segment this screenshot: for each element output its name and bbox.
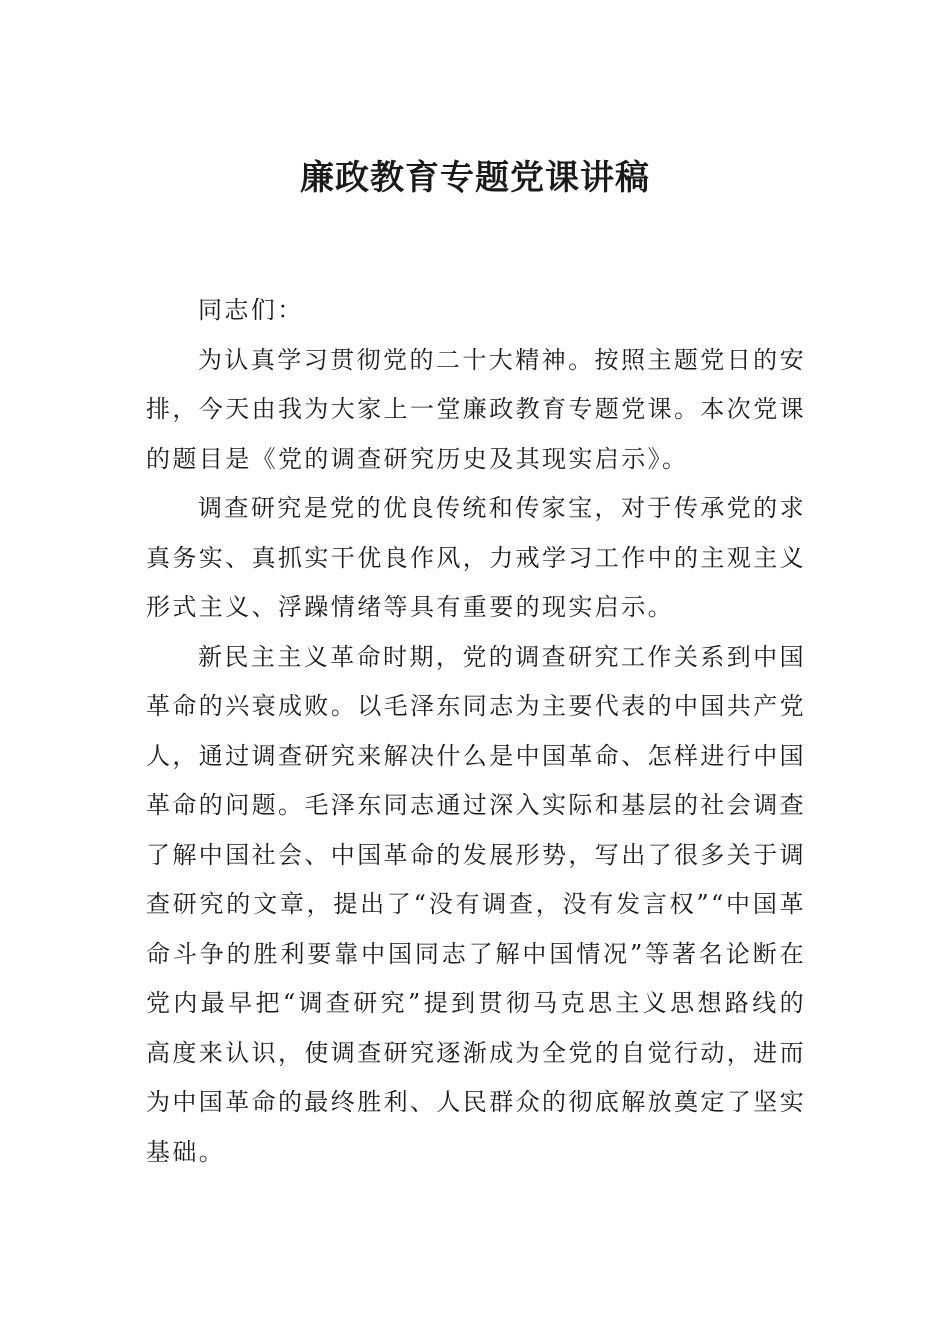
- paragraph-intro: 为认真学习贯彻党的二十大精神。按照主题党日的安排，今天由我为大家上一堂廉政教育专题党课。本次党课的题目是《党的调查研究历史及其现实启示》。: [146, 345, 806, 473]
- salutation: 同志们：: [198, 296, 304, 324]
- paragraph-history: 新民主主义革命时期，党的调查研究工作关系到中国革命的兴衰成败。以毛泽东同志为主要代表的中国共产党人，通过调查研究来解决什么是中国革命、怎样进行中国革命的问题。毛泽东同志通过深入实际和基层的社会调查了解中国社会、中国革命的发展形势，写出了很多关于调查研究的文章，提出了“没有调查，没有发言权”“中国革命斗争的胜利要靠中国同志了解中国情况”等著名论断在党内最早把“调查研究”提到贯彻马克思主义思想路线的高度来认识，使调查研究逐渐成为全党的自觉行动，进而为中国革命的最终胜利、人民群众的彻底解放奠定了坚实基础。: [146, 642, 806, 1166]
- paragraph-tradition: 调查研究是党的优良传统和传家宝，对于传承党的求真务实、真抓实干优良作风，力戒学习工作中的主观主义形式主义、浮躁情绪等具有重要的现实启示。: [146, 494, 806, 621]
- document-body: [146, 286, 806, 1177]
- document-title: 廉政教育专题党课讲稿: [300, 158, 650, 198]
